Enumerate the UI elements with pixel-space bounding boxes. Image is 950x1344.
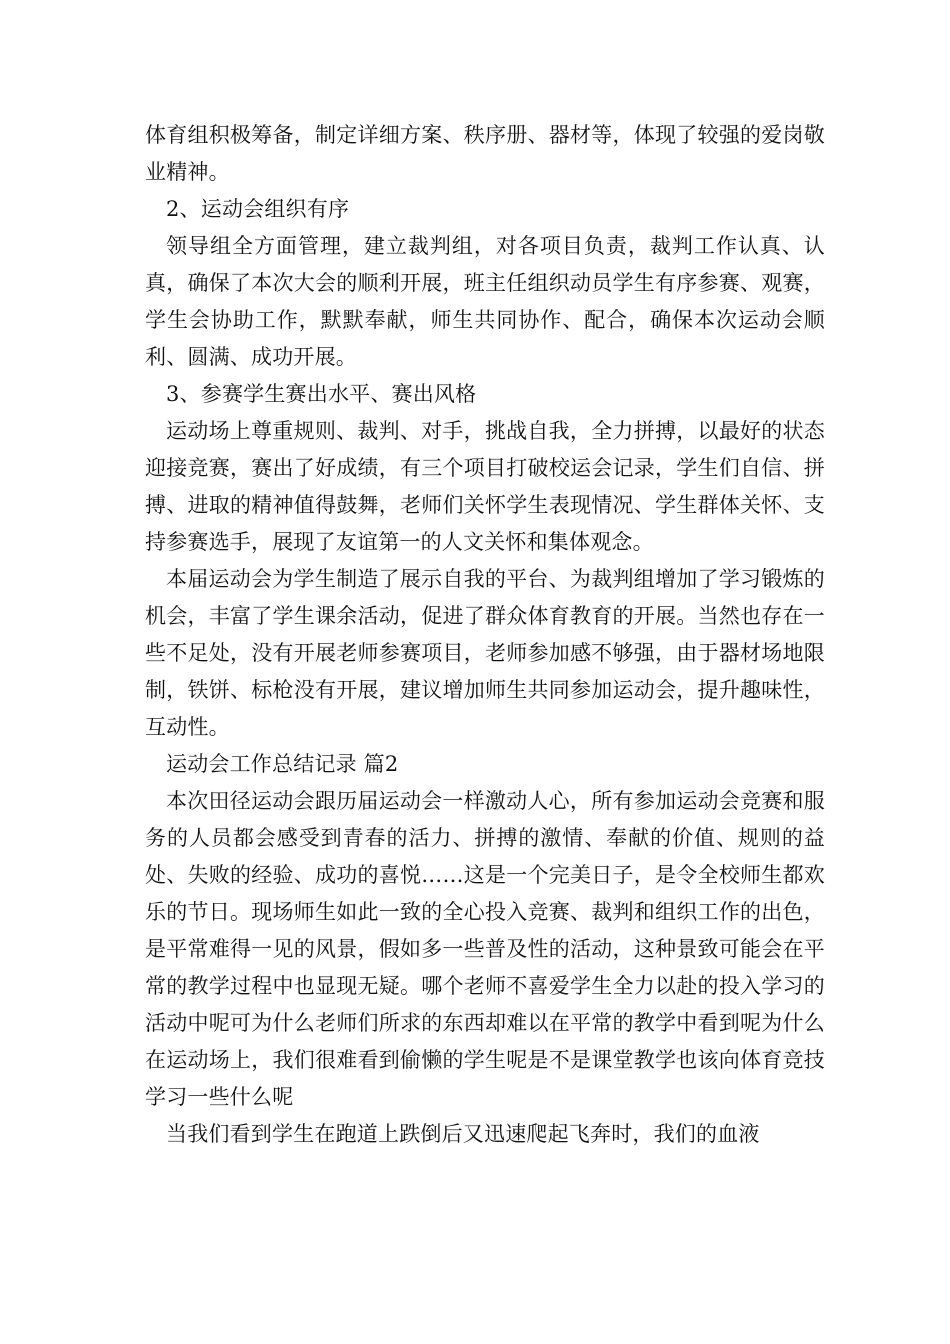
section-heading-3: 3、参赛学生赛出水平、赛出风格 — [166, 382, 477, 406]
paragraph-closing: 当我们看到学生在跑道上跌倒后又迅速爬起飞奔时，我们的血液 — [166, 1122, 760, 1146]
paragraph-continuation: 体育组积极筹备，制定详细方案、秩序册、器材等，体现了较强的爱岗敬业精神。 — [145, 123, 825, 184]
section-heading-2: 2、运动会组织有序 — [166, 197, 350, 221]
article-title-2: 运动会工作总结记录 篇2 — [166, 752, 399, 776]
paragraph-athletes: 运动场上尊重规则、裁判、对手，挑战自我，全力拼搏，以最好的状态迎接竞赛，赛出了好成绩，有三个项目打破校运会记录，学生们自信、拼搏、进取的精神值得鼓舞，老师们关怀学生表现情况、学生群体关怀、支持参赛选手，展现了友谊第一的人文关怀和集体观念。 — [145, 419, 825, 554]
paragraph-summary: 本届运动会为学生制造了展示自我的平台、为裁判组增加了学习锻炼的机会，丰富了学生课余活动，促进了群众体育教育的开展。当然也存在一些不足处，没有开展老师参赛项目，老师参加感不够强，由于器材场地限制，铁饼、标枪没有开展，建议增加师生共同参加运动会，提升趣味性，互动性。 — [145, 567, 825, 739]
document-page — [145, 117, 825, 1153]
paragraph-organization: 领导组全方面管理，建立裁判组，对各项目负责，裁判工作认真、认真，确保了本次大会的顺利开展，班主任组织动员学生有序参赛、观赛，学生会协助工作，默默奉献，师生共同协作、配合，确保本次运动会顺利、圆满、成功开展。 — [145, 234, 825, 369]
paragraph-reflection: 本次田径运动会跟历届运动会一样激动人心，所有参加运动会竞赛和服务的人员都会感受到青春的活力、拼搏的激情、奉献的价值、规则的益处、失败的经验、成功的喜悦……这是一个完美日子，是令全校师生都欢乐的节日。现场师生如此一致的全心投入竞赛、裁判和组织工作的出色，是平常难得一见的风景，假如多一些普及性的活动，这种景致可能会在平常的教学过程中也显现无疑。哪个老师不喜爱学生全力以赴的投入学习的活动中呢可为什么老师们所求的东西却难以在平常的教学中看到呢为什么在运动场上，我们很难看到偷懒的学生呢是不是课堂教学也该向体育竞技学习一些什么呢 — [145, 789, 825, 1109]
